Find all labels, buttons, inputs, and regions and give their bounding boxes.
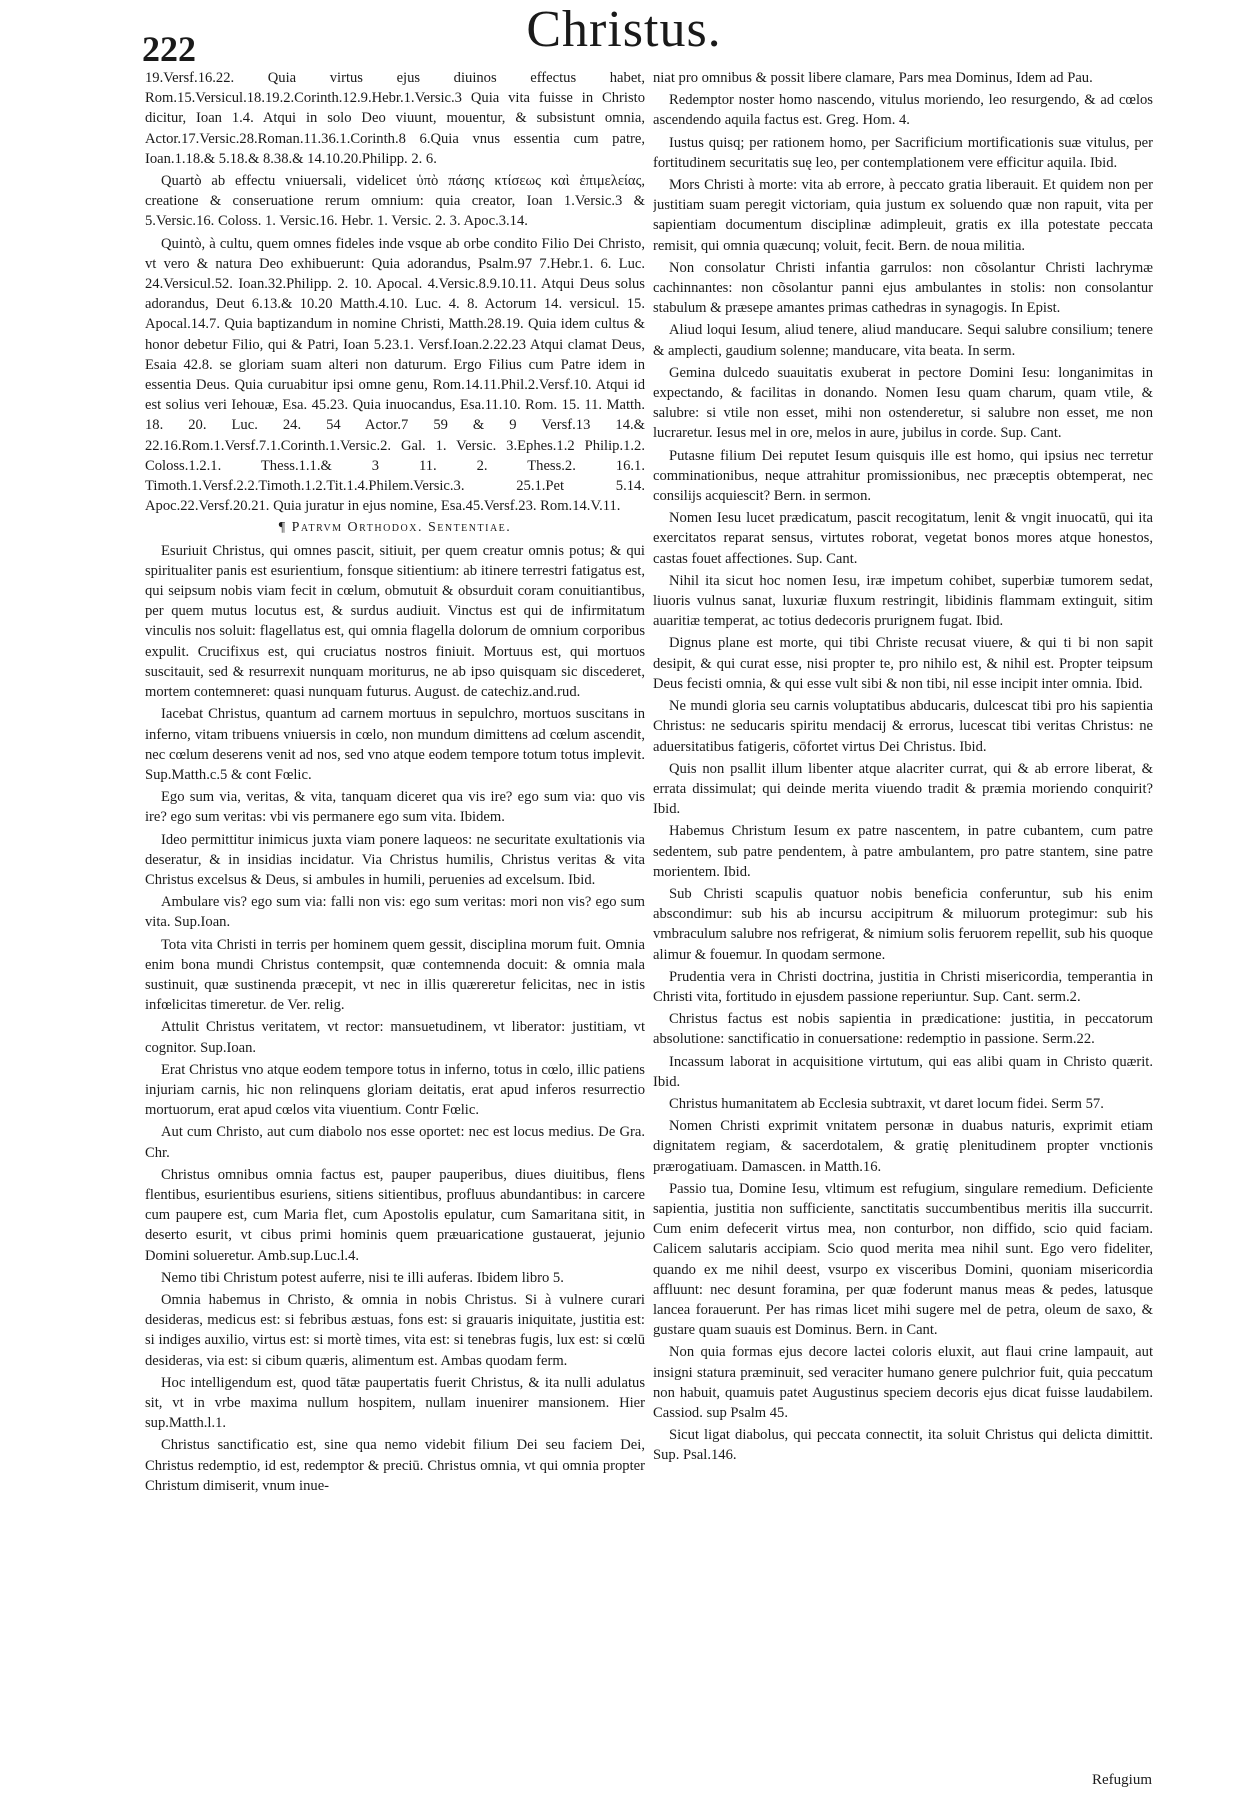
- paragraph: Sicut ligat diabolus, qui peccata connectit, ita soluit Christus qui delicta dimittit. Sup. Psal.146.: [653, 1427, 1153, 1464]
- paragraph: 19.Versf.16.22. Quia virtus ejus diuinos effectus habet, Rom.15.Versicul.18.19.2.Corinth.12.9.Hebr.1.Versic.3 Quia vita fuisse in Christo dicitur, Ioan 1.4. Atqui in solo Deo viuunt, mouentur, & subsistunt omnia, Actor.17.Versic.28.Roman.11.36.1.Corinth.8 6.Quia vnus essentia cum patre, Ioan.1.18.& 5.18.& 8.38.& 14.10.20.Philipp. 2. 6.: [145, 70, 645, 167]
- paragraph: Attulit Christus veritatem, vt rector: mansuetudinem, vt liberator: justitiam, vt cognitor. Sup.Ioan.: [145, 1019, 645, 1056]
- paragraph: Christus factus est nobis sapientia in prædicatione: justitia, in peccatorum absolutione: sanctificatio in conuersatione: redemptio in passione. Serm.22.: [653, 1011, 1153, 1048]
- paragraph: Hoc intelligendum est, quod tātæ paupertatis fuerit Christus, & ita nulli adulatus sit, vt in vrbe maxima nullum hospitem, nullam inuenirer mansionem. Hier sup.Matth.l.1.: [145, 1374, 645, 1432]
- paragraph: Nemo tibi Christum potest auferre, nisi te illi auferas. Ibidem libro 5.: [161, 1269, 564, 1286]
- paragraph: Ego sum via, veritas, & vita, tanquam diceret qua vis ire? ego sum via: quo vis ire? ego sum veritas: vbi vis permanere ego sum vita. Ibidem.: [145, 789, 645, 826]
- paragraph: Iustus quisq; per rationem homo, per Sacrificium mortificationis suæ vitulus, per fortitudinem securitatis suę leo, per contemplationem vere efficitur aquila. Ibid.: [653, 134, 1153, 171]
- paragraph: Aut cum Christo, aut cum diabolo nos esse oportet: nec est locus medius. De Gra. Chr.: [145, 1124, 645, 1161]
- paragraph: Non consolatur Christi infantia garrulos: non cõsolantur Christi lachrymæ cachinnantes: non cõsolantur panni ejus ambulantes in stolis: non consolantur stabulum & præsepe amantes primas cathedras in synagogis. In Epist.: [653, 259, 1153, 317]
- paragraph: Passio tua, Domine Iesu, vltimum est refugium, singulare remedium. Deficiente sapientia, justitia non sufficiente, sanctitatis succumbentibus meritis illa succurrit. Cum enim defecerit virtus mea, non conturbor, non diffido, scio quid faciam. Calicem salutaris accipiam. Scio quod merita mea nihil sunt. Ego vero fideliter, quando ex me nihil deest, vsurpo ex visceribus Domini, quoniam misericordia affluunt: nec desunt foramina, per quæ foderunt manus meas & pedes, latusque lancea forauerunt. Per has rimas licet mihi sugere mel de petra, oleum de saxo, & gustare quam suauis est Dominus. Bern. in Cant.: [653, 1180, 1153, 1339]
- paragraph: Aliud loqui Iesum, aliud tenere, aliud manducare. Sequi salubre consilium; tenere & amplecti, gaudium solenne; manducare, vita beata. In serm.: [653, 322, 1153, 359]
- paragraph: Mors Christi à morte: vita ab errore, à peccato gratia liberauit. Et quidem non per justitiam suam peregit victoriam, quia justum ex soluendo quæ non rapuit, vita per sapientiam documentum disciplinæ adimpleuit, gratis ex illa potestate peccata remisit, qui omnia quæcunq; voluit, fecit. Bern. de noua militia.: [653, 177, 1153, 254]
- paragraph: Tota vita Christi in terris per hominem quem gessit, disciplina morum fuit. Omnia enim bona mundi Christus contempsit, quæ contemnenda docuit: & omnia mala sustinuit, quæ sustinenda præcepit, vt nec in illis quæreretur felicitas, nec in istis infœlicitas timeretur. de Ver. relig.: [145, 936, 645, 1014]
- running-title: Christus.: [526, 1, 722, 58]
- paragraph: Incassum laborat in acquisitione virtutum, qui eas alibi quam in Christo quærit. Ibid.: [653, 1053, 1153, 1090]
- paragraph: Habemus Christum Iesum ex patre nascentem, in patre cubantem, cum patre sedentem, sub patre pendentem, à patre ambulantem, pro patre stantem, sine patre morientem. Ibid.: [653, 823, 1153, 880]
- page-number: 222: [142, 29, 196, 69]
- paragraph: Quis non psallit illum libenter atque alacriter currat, qui & ab errore liberat, & errata dissimulat; qui deinde merita viuendo tradit & præmia moriendo conquirit? Ibid.: [653, 760, 1153, 818]
- paragraph: Erat Christus vno atque eodem tempore totus in inferno, totus in cœlo, illic patiens injuriam carnis, hic non relinquens gloriam deitatis, erat apud inferos resurrectio mortuorum, erat apud cœlos vita viuentium. Contr Fœlic.: [145, 1061, 645, 1119]
- section-heading: ¶ Patrvm Orthodox. Sententiae.: [278, 520, 512, 536]
- paragraph: Prudentia vera in Christi doctrina, justitia in Christi misericordia, temperantia in Christi vita, fortitudo in ejusdem passione reperiuntur. Sup. Cant. serm.2.: [653, 968, 1153, 1005]
- paragraph: Redemptor noster homo nascendo, vitulus moriendo, leo resurgendo, & ad cœlos ascendendo aquila factus est. Greg. Hom. 4.: [653, 92, 1153, 129]
- paragraph: Ideo permittitur inimicus juxta viam ponere laqueos: ne securitate exultationis via deseratur, & in insidias incidatur. Via Christus humilis, Christus veritas & vita Christus excelsus & Deus, si ambules in humili, peruenies ad excelsum. Ibid.: [145, 831, 645, 888]
- paragraph: Sub Christi scapulis quatuor nobis beneficia conferuntur, sub his enim abscondimur: sub his ab incursu accipitrum & miluorum protegimur: sub his vmbraculum salubre nos refrigerat, & nimium solis feruorem repellit, sub his quoque alimur & fouemur. In quodam sermone.: [653, 885, 1153, 963]
- paragraph: Christus humanitatem ab Ecclesia subtraxit, vt daret locum fidei. Serm 57.: [669, 1095, 1104, 1112]
- paragraph: Omnia habemus in Christo, & omnia in nobis Christus. Si à vulnere curari desideras, medicus est: si febribus æstuas, fons est: si grauaris iniquitate, justitia est: si indiges auxilio, virtus est: si mortè times, vita est: si tenebras fugis, lux est: si cœlū desideras, via est: si cibum quæris, alimentum est. Ambas quodam ferm.: [145, 1291, 645, 1369]
- paragraph: Christus sanctificatio est, sine qua nemo videbit filium Dei seu faciem Dei, Christus redemptio, id est, redemptor & preciū. Christus omnia, vt qui omnia propter Christum dimiserit, vnum inue-: [145, 1437, 645, 1494]
- catchword: Refugium: [1092, 1772, 1152, 1788]
- paragraph: Nihil ita sicut hoc nomen Iesu, iræ impetum cohibet, superbiæ tumorem sedat, liuoris vulnus sanat, luxuriæ fluxum restringit, libidinis flammam extinguit, sitim auaritiæ temperat, ac totius dedecoris prurignem fugat. Ibid.: [653, 572, 1153, 630]
- paragraph: Ne mundi gloria seu carnis voluptatibus abducaris, dulcescat tibi pro his sapientia Christus: ne seducaris spiritu mendacij & errorus, lucescat tibi veritas Christus: ne aduersitatibus fatigeris, cōfortet virtus Dei Christus. Ibid.: [653, 698, 1153, 755]
- paragraph: Nomen Iesu lucet prædicatum, pascit recogitatum, lenit & vngit inuocatū, qui ita exercitatos reparat sensus, virtutes roborat, vegetat bonos mores atque honestos, castas fouet affectiones. Sup. Cant.: [653, 510, 1153, 567]
- paragraph: Ambulare vis? ego sum via: falli non vis: ego sum veritas: mori non vis? ego sum vita. Sup.Ioan.: [145, 894, 645, 931]
- paragraph: Christus omnibus omnia factus est, pauper pauperibus, diues diuitibus, flens flentibus, esurientibus esuriens, sitiens sitientibus, profluus abundantibus: in carcere cum paupere est, cum Maria flet, cum Apostolis epulatur, cum Samaritana sitit, in deserto esurit, vt cibus primi hominis quem præuaricatione gustauerat, jejunio Domini solueretur. Amb.sup.Luc.l.4.: [145, 1166, 645, 1264]
- paragraph: Iacebat Christus, quantum ad carnem mortuus in sepulchro, mortuos suscitans in inferno, vitam tribuens vniuersis in cœlo, non mundum dimittens ad cœlum ascendit, nec cœlum deserens venit ad nos, sed vno atque eodem tempore totum totus implevit. Sup.Matth.c.5 & cont Fœlic.: [145, 706, 645, 783]
- left-column: [145, 68, 645, 1758]
- paragraph: niat pro omnibus & possit libere clamare, Pars mea Dominus, Idem ad Pau.: [653, 70, 1093, 86]
- right-column: [653, 68, 1153, 1758]
- paragraph: Gemina dulcedo suauitatis exuberat in pectore Domini Iesu: longanimitas in expectando, & facilitas in donando. Nomen Iesu quam charum, quam vtile, & salubre: si vtile non esset, mihi non ostenderetur, si salubre non esset, me non lucraretur. Iesus mel in ore, melos in aure, jubilus in corde. Sup. Cant.: [653, 364, 1153, 442]
- paragraph: Putasne filium Dei reputet Iesum quisquis ille est homo, qui ipsius nec terretur comminationibus, neque attrahitur promissionibus, nec præceptis obtemperat, nec consilijs acquiescit? Bern. in sermon.: [653, 447, 1153, 505]
- paragraph: Dignus plane est morte, qui tibi Christe recusat viuere, & qui ti bi non sapit desipit, & qui curat esse, nisi propter te, pro nihilo est, & nihil est. Propter teipsum Deus fecisti omnia, & qui esse vult sibi & non tibi, nil esse incipit inter omnia. Ibid.: [653, 635, 1153, 692]
- paragraph: Nomen Christi exprimit vnitatem personæ in duabus naturis, exprimit etiam dignitatem regiam, & sacerdotalem, & gratię plenitudinem propter vnctionis prærogatiuam. Damascen. in Matth.16.: [653, 1118, 1153, 1175]
- paragraph: Non quia formas ejus decore lactei coloris eluxit, aut flaui crine lampauit, aut insigni statura præminuit, sed veraciter humano genere pulchrior fuit, quia peccatum non habuit, quamuis patet Augustinus speciem decoris ejus dicat fuisse laudabilem. Cassiod. sup Psalm 45.: [653, 1344, 1153, 1421]
- paragraph: Quartò ab effectu vniuersali, videlicet ὑπὸ πάσης κτίσεως καὶ ἐπιμελείας, creatione & conseruatione rerum omnium: quia creator, Ioan 1.Versic.3 & 5.Versic.16. Coloss. 1. Versic.16. Hebr. 1. Versic. 2. 3. Apoc.3.14.: [145, 173, 645, 230]
- paragraph: Esuriuit Christus, qui omnes pascit, sitiuit, per quem creatur omnis potus; & qui spiritualiter panis est esurientium, fonsque sitientium: ab itinere terrestri fatigatus est, qui seipsum nobis viam fecit in cœlum, obmutuit & obsurduit coram conuitiantibus, per quem mutus locutus est, & surdus audiuit. Vinctus est qui de infirmitatum vinculis nos soluit: flagellatus est, qui omnia flagella dolorum de omnium corporibus expulit. Crucifixus est, qui cruciatus nostros finiuit. Mortuus est, qui mortuos suscitauit, sed & resurrexit nunquam moriturus, ne ab ipso quisquam sic discederet, mortem contemneret: quasi nunquam futurus. August. de catechiz.and.rud.: [145, 542, 645, 701]
- paragraph: Quintò, à cultu, quem omnes fideles inde vsque ab orbe condito Filio Dei Christo, vt vero & natura Deo exhibuerunt: Quia adorandus, Psalm.97 7.Hebr.1. 6. Luc. 24.Versicul.52. Ioan.32.Philipp. 2. 10. Apocal. 4.Versic.8.9.10.11. Atqui Deus solus adorandus, Deut 6.13.& 10.20 Matth.4.10. Luc. 4. 8. Actorum 14. versicul. 15. Apocal.14.7. Quia baptizandum in nomine Christi, Matth.28.19. Quia idem cultus & honor debetur Filio, qui & Patri, Ioan 5.23.1. Versf.Ioan.2.22.23 Atqui clamat Deus, Esaia 42.8. se gloriam suam alteri non daturum. Ergo Filius cum Patre idem in essentia Deus. Quia curuabitur ipsi omne genu, Rom.14.11.Phil.2.Versf.10. Atqui id est solius veri Iehouæ, Esa. 45.23. Quia inuocandus, Esa.11.10. Rom. 15. 11. Matth. 18. 20. Luc. 24. 54 Actor.7 59 & 9 Versf.13 14.& 22.16.Rom.1.Versf.7.1.Corinth.1.Versic.2. Gal. 1. Versic. 3.Ephes.1.2 Philip.1.2. Coloss.1.2.1. Thess.1.1.& 3 11. 2. Thess.2. 16.1. Timoth.1.Versf.2.2.Timoth.1.2.Tit.1.4.Philem.Versic.3. 25.1.Pet 5.14. Apoc.22.Versf.20.21. Quia juratur in ejus nomine, Esa.45.Versf.23. Rom.14.V.11.: [145, 235, 645, 515]
